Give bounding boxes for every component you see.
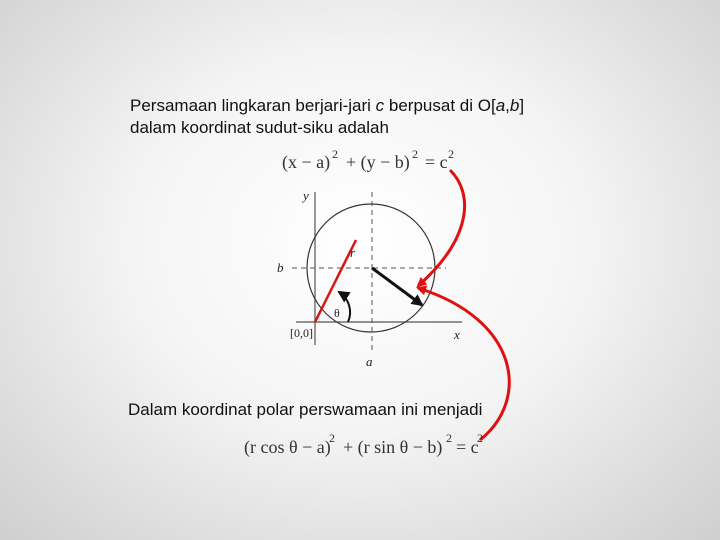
theta-arc [339,292,350,322]
equation-cartesian-rhs: = c [425,152,448,172]
intro-symbol-a: a [495,96,506,115]
intro-line-2: dalam koordinat sudut-siku adalah [130,118,389,137]
label-b: b [277,260,284,275]
label-origin: [0,0] [290,326,313,340]
equation-polar-exp-2: 2 [446,431,452,445]
equation-cartesian-exp-3: 2 [448,147,454,161]
equation-polar-exp-3: 2 [477,431,483,445]
label-y: y [303,188,309,203]
equation-cartesian-lhs-2: + (y − b) [346,152,410,172]
equation-polar-lhs-2: + (r sin θ − b) [343,437,443,457]
intro-text-part: berpusat di O[ [384,96,496,115]
intro-symbol-b: b [509,96,520,115]
equation-polar-lhs-1: (r cos θ − a) [244,437,331,457]
equation-cartesian-exp-1: 2 [332,147,338,161]
radius-arrow [372,268,422,305]
intro-text-part: Persamaan lingkaran berjari-jari [130,96,376,115]
label-r: r [350,245,356,260]
equation-polar-exp-1: 2 [329,431,335,445]
intro-text-part: ] [519,96,525,115]
equation-cartesian [282,147,454,173]
equation-cartesian-lhs-1: (x − a) [282,152,331,172]
equation-polar [244,431,483,458]
equation-polar-rhs: = c [456,437,479,457]
label-a: a [366,354,373,369]
label-theta: θ [334,306,340,320]
equation-cartesian-exp-2: 2 [412,147,418,161]
intro-text-part: , [505,96,510,115]
intro-symbol-c: c [375,96,385,115]
red-curve-arrow-top [418,170,465,286]
outro-text: Dalam koordinat polar perswamaan ini menjadi [128,400,483,419]
circle [307,204,435,332]
label-x: x [454,327,460,342]
